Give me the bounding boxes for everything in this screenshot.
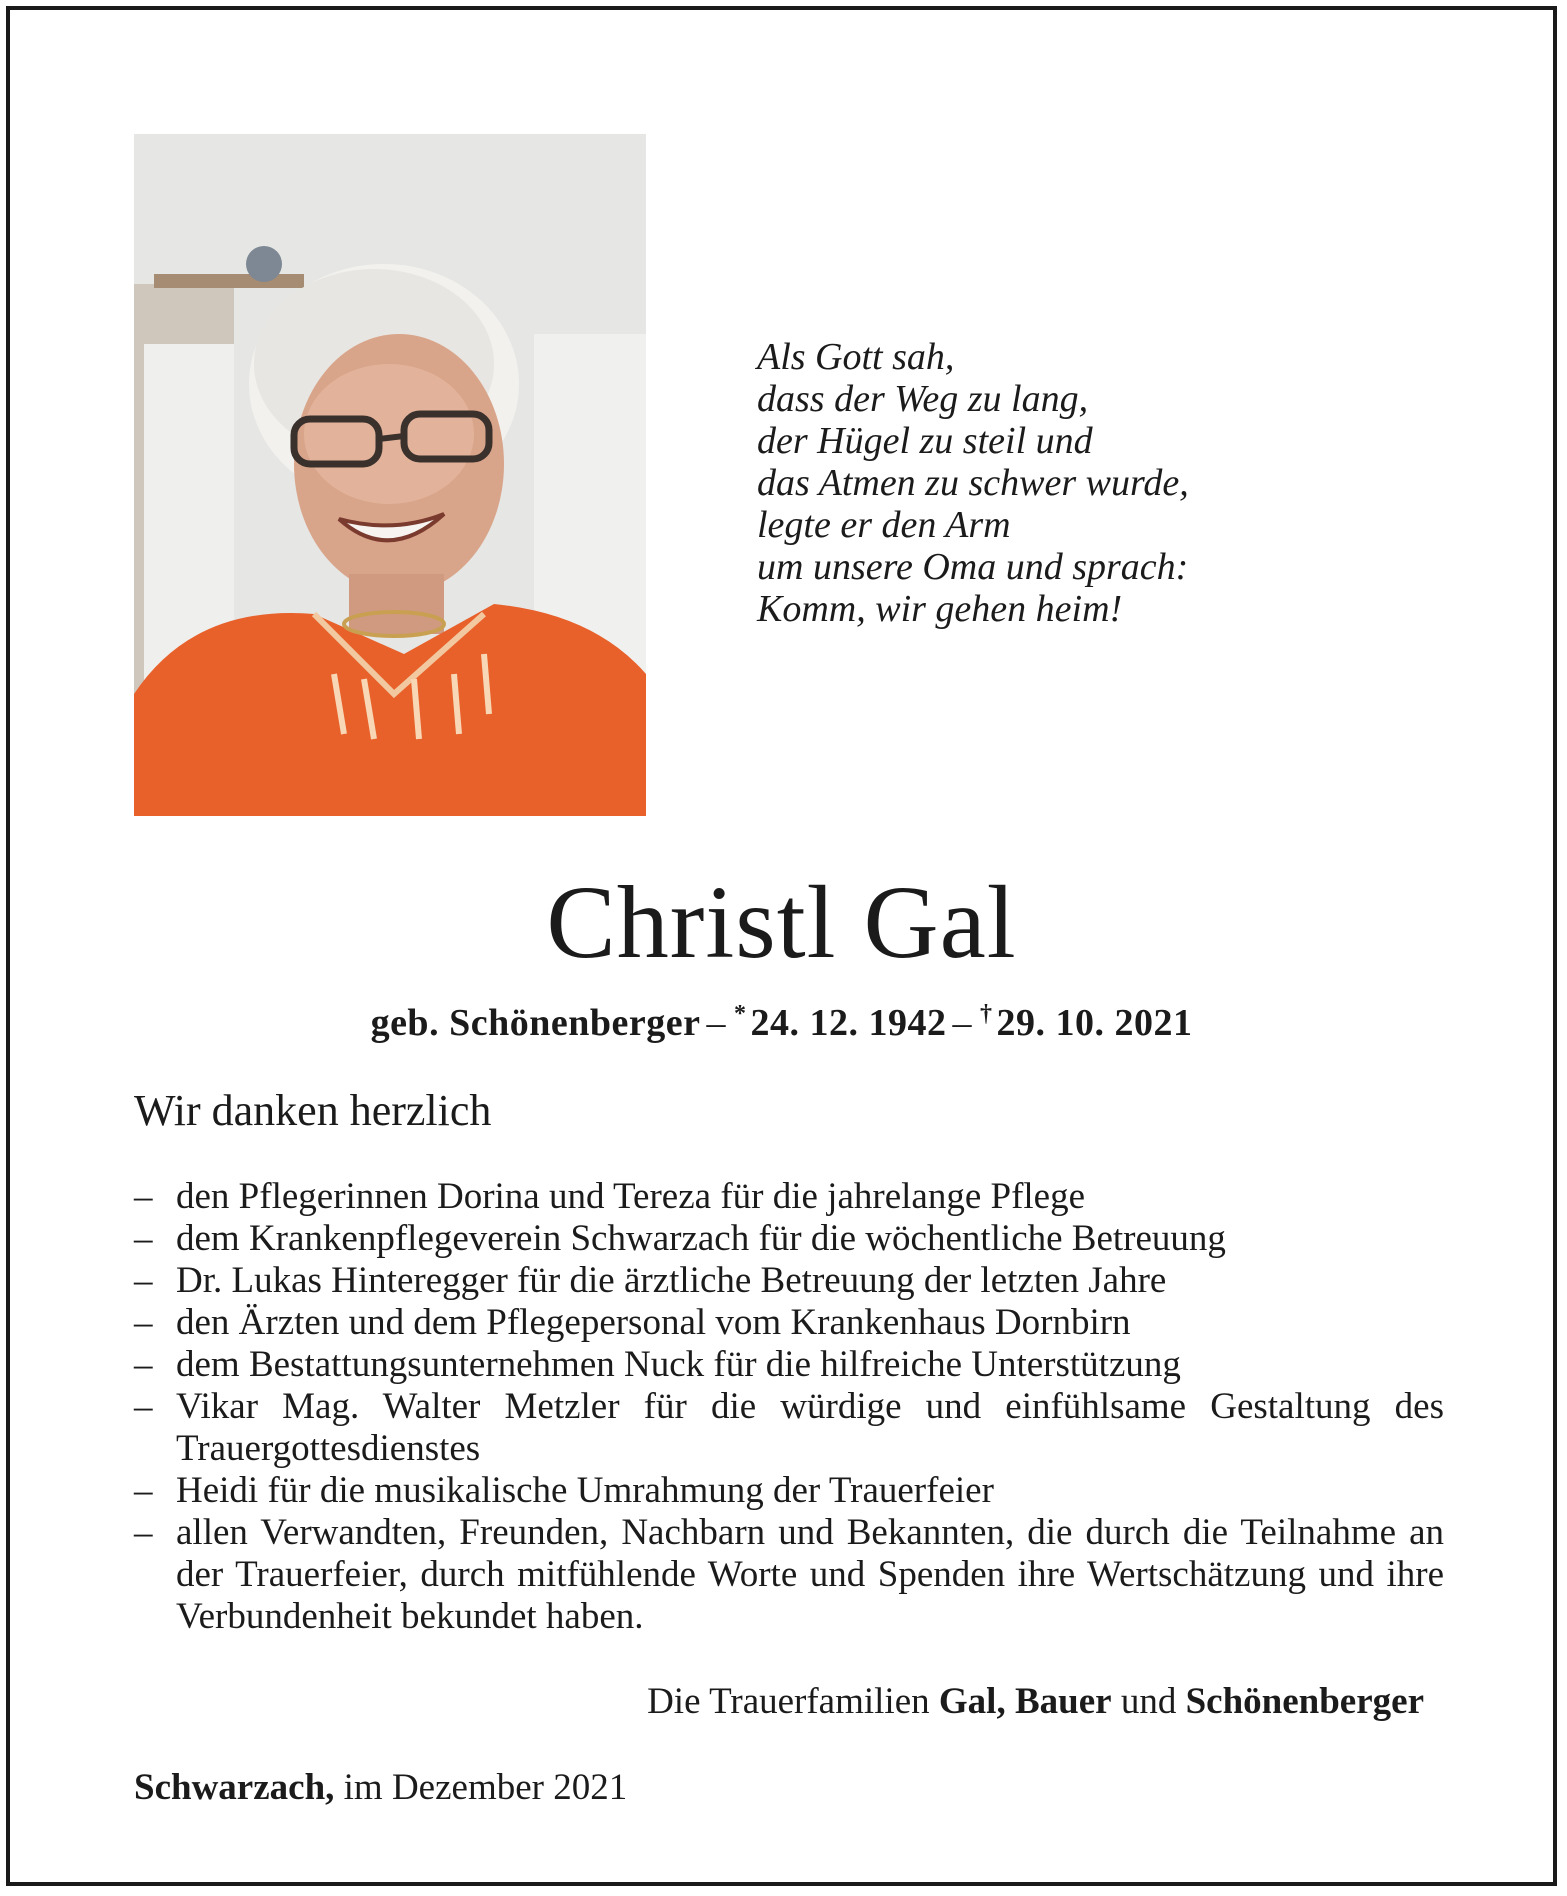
- date: im Dezember 2021: [343, 1767, 628, 1808]
- thanks-list: [134, 1176, 1444, 1638]
- bullet: –: [134, 1176, 153, 1217]
- deceased-name: Christl Gal: [546, 865, 1017, 980]
- poem-line: dass der Weg zu lang,: [757, 378, 1089, 420]
- separator: –: [706, 1002, 726, 1044]
- list-item-text: dem Bestattungsunternehmen Nuck für die hilfreiche Unterstützung: [176, 1344, 1181, 1385]
- list-item: [134, 1470, 1444, 1512]
- list-item-text: Vikar Mag. Walter Metzler für die würdige und einfühlsame Gestaltung des Trauergottesdienstes: [176, 1386, 1444, 1469]
- list-item: [134, 1176, 1444, 1218]
- list-item: [134, 1218, 1444, 1260]
- list-item-text: den Pflegerinnen Dorina und Tereza für die jahrelange Pflege: [176, 1176, 1086, 1217]
- bullet: –: [134, 1260, 153, 1301]
- poem-line: legte er den Arm: [757, 504, 1011, 546]
- poem-line: das Atmen zu schwer wurde,: [757, 462, 1189, 504]
- bullet: –: [134, 1386, 153, 1427]
- bullet: –: [134, 1218, 153, 1259]
- list-item-text: Heidi für die musikalische Umrahmung der Trauerfeier: [176, 1470, 994, 1511]
- place: Schwarzach,: [134, 1767, 335, 1808]
- signature-prefix: Die Trauerfamilien: [647, 1681, 930, 1722]
- death-date: 29. 10. 2021: [996, 1002, 1193, 1044]
- thanks-heading: Wir danken herzlich: [134, 1086, 492, 1135]
- poem-line: der Hügel zu steil und: [757, 420, 1093, 462]
- separator: –: [952, 1002, 972, 1044]
- bullet: –: [134, 1302, 153, 1343]
- bullet: –: [134, 1470, 153, 1511]
- birth-name: geb. Schönenberger: [370, 1002, 701, 1044]
- list-item-text: allen Verwandten, Freunden, Nachbarn und Bekannten, die durch die Teilnahme an der Trauerfeier, durch mitfühlende Worte und Spenden ihre Wertschätzung und ihre Verbundenheit bekundet haben.: [176, 1512, 1444, 1637]
- family-name: Schönenberger: [1185, 1681, 1424, 1722]
- obituary-page: [6, 6, 1557, 1886]
- list-item: [134, 1302, 1444, 1344]
- death-symbol: †: [979, 1001, 993, 1027]
- list-item: [134, 1512, 1444, 1638]
- birth-symbol: *: [733, 1001, 747, 1027]
- list-item: [134, 1386, 1444, 1470]
- bullet: –: [134, 1512, 153, 1553]
- family-name: Gal, Bauer: [938, 1681, 1112, 1722]
- poem: [757, 336, 1189, 630]
- portrait-photo: [134, 134, 646, 816]
- list-item: [134, 1344, 1444, 1386]
- birth-date: 24. 12. 1942: [750, 1002, 947, 1044]
- poem-line: Komm, wir gehen heim!: [757, 588, 1123, 630]
- bullet: –: [134, 1344, 153, 1385]
- list-item-text: den Ärzten und dem Pflegepersonal vom Krankenhaus Dornbirn: [176, 1302, 1131, 1343]
- signature-connector: und: [1120, 1681, 1177, 1722]
- poem-line: um unsere Oma und sprach:: [757, 546, 1189, 588]
- poem-line: Als Gott sah,: [757, 336, 955, 378]
- place-and-date: [134, 1766, 627, 1810]
- list-item: [134, 1260, 1444, 1302]
- family-signature: [647, 1680, 1424, 1724]
- portrait-illustration: [134, 134, 646, 816]
- list-item-text: Dr. Lukas Hinteregger für die ärztliche Betreuung der letzten Jahre: [176, 1260, 1167, 1301]
- list-item-text: dem Krankenpflegeverein Schwarzach für die wöchentliche Betreuung: [176, 1218, 1226, 1259]
- life-dates: [10, 992, 1553, 1045]
